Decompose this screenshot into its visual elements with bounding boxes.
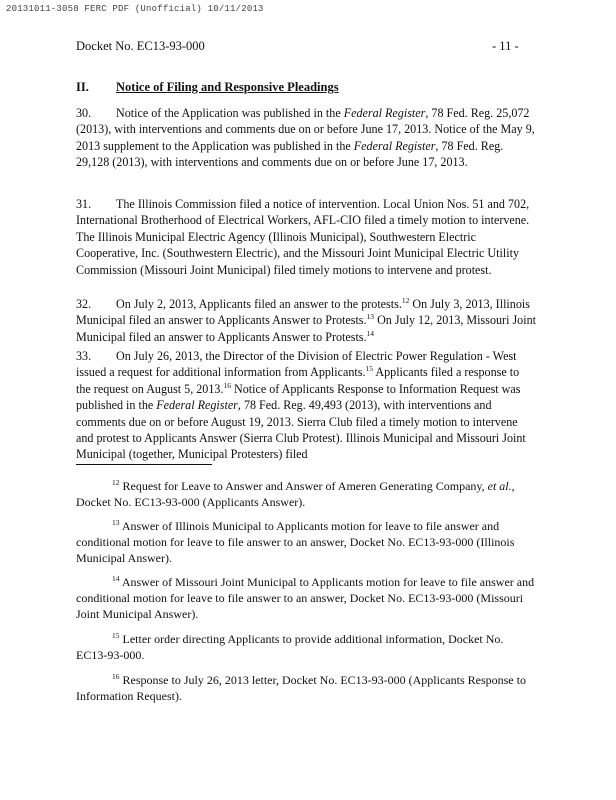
footnote-text: , Docket No. EC13-93-000 (Applicants Answer).	[76, 479, 515, 510]
section-number: II.	[76, 80, 89, 94]
footnote-ref: 15	[365, 364, 374, 374]
footnote-number: 14	[112, 574, 120, 583]
footnote-ref: 14	[366, 328, 375, 338]
paragraph-number: 32.	[76, 297, 92, 311]
paragraph-number: 31.	[76, 197, 92, 211]
footnote-13	[76, 518, 536, 567]
paragraph-text: Notice of the Application was published in the	[116, 106, 344, 120]
footnote-text: Letter order directing Applicants to provide additional information, Docket No. EC13-93-000.	[76, 632, 504, 663]
footnote-14	[76, 574, 536, 623]
footnote-ref: 12	[401, 295, 410, 305]
paragraph-text: On July 3, 2013, Illinois Municipal filed an answer to Applicants Answer to Protests.	[76, 297, 530, 328]
paragraph-text: , 78 Fed. Reg. 29,128 (2013), with interventions and comments due on or before June 17, 2013.	[76, 138, 504, 170]
footnote-divider	[76, 464, 212, 465]
paragraph-text: , 78 Fed. Reg. 49,493 (2013), with interventions and comments due on or before August 19, 2013. Sierra Club filed a timely motion to intervene and protest to Applicants Answer (Sierra Club Protest). Illinois Municipal and Missouri Joint Municipal (together, Municipal Protesters) filed	[76, 398, 526, 462]
paragraph-31	[76, 196, 536, 278]
paragraph-text: On July 26, 2013, the Director of the Division of Electric Power Regulation - West issued a request for additional information from Applicants.	[76, 349, 517, 380]
footnote-ref: 16	[223, 380, 231, 390]
footnote-number: 15	[112, 631, 120, 640]
paragraph-number: 33.	[76, 349, 92, 363]
paragraph-text: The Illinois Commission filed a notice of intervention. Local Union Nos. 51 and 702, International Brotherhood of Electrical Workers, AFL-CIO filed a timely motion to intervene. The Illinois Municipal Electric Agency (Illinois Municipal), Southwestern Electric Cooperative, Inc. (Southwestern Electric), and the Missouri Joint Municipal Electric Utility Commission (Missouri Joint Municipal) filed timely motions to intervene and protest.	[76, 197, 530, 277]
citation-italic: Federal Register	[156, 398, 238, 413]
paragraph-30	[76, 105, 536, 171]
footnote-15	[76, 631, 536, 663]
paragraph-32	[76, 296, 536, 345]
footnote-number: 12	[112, 478, 120, 487]
paragraph-text: , 78 Fed. Reg. 25,072 (2013), with interventions and comments due on or before June 17, 2013. Notice of the May 9, 2013 supplement to the Application was published in the	[76, 106, 535, 153]
paragraph-33	[76, 348, 536, 463]
footnote-12	[76, 478, 536, 510]
citation-italic: et al.	[487, 479, 512, 493]
page-number: - 11 -	[492, 39, 519, 53]
paragraph-text: On July 2, 2013, Applicants filed an answer to the protests.	[116, 297, 402, 311]
citation-italic: Federal Register	[353, 138, 436, 153]
footnote-text: Response to July 26, 2013 letter, Docket No. EC13-93-000 (Applicants Response to Information Request).	[76, 673, 526, 704]
section-heading	[76, 80, 546, 95]
footnote-ref: 13	[366, 312, 375, 322]
paragraph-text: Applicants filed a response to the request on August 5, 2013.	[76, 365, 520, 396]
footnote-text: Answer of Illinois Municipal to Applicants motion for leave to file answer and conditional motion for leave to file answer to an answer, Docket No. EC13-93-000 (Illinois Municipal Answer).	[76, 519, 515, 566]
footnote-text: Request for Leave to Answer and Answer of Ameren Generating Company,	[122, 479, 488, 493]
footnote-number: 16	[112, 672, 120, 681]
footnote-number: 13	[112, 518, 120, 527]
filing-stamp: 20131011-3058 FERC PDF (Unofficial) 10/11/2013	[6, 4, 264, 14]
section-title: Notice of Filing and Responsive Pleadings	[116, 80, 339, 94]
docket-number: Docket No. EC13-93-000	[76, 39, 205, 53]
paragraph-number: 30.	[76, 106, 92, 120]
paragraph-text: Notice of Applicants Response to Information Request was published in the	[76, 381, 521, 413]
citation-italic: Federal Register	[343, 106, 426, 120]
footnote-text: Answer of Missouri Joint Municipal to Applicants motion for leave to file answer and conditional motion for leave to file answer to an answer, Docket No. EC13-93-000 (Missouri Joint Municipal Answer).	[76, 575, 535, 622]
footnote-16	[76, 672, 536, 704]
paragraph-text: On July 12, 2013, Missouri Joint Municipal filed an answer to Applicants Answer to Protests.	[76, 313, 536, 344]
